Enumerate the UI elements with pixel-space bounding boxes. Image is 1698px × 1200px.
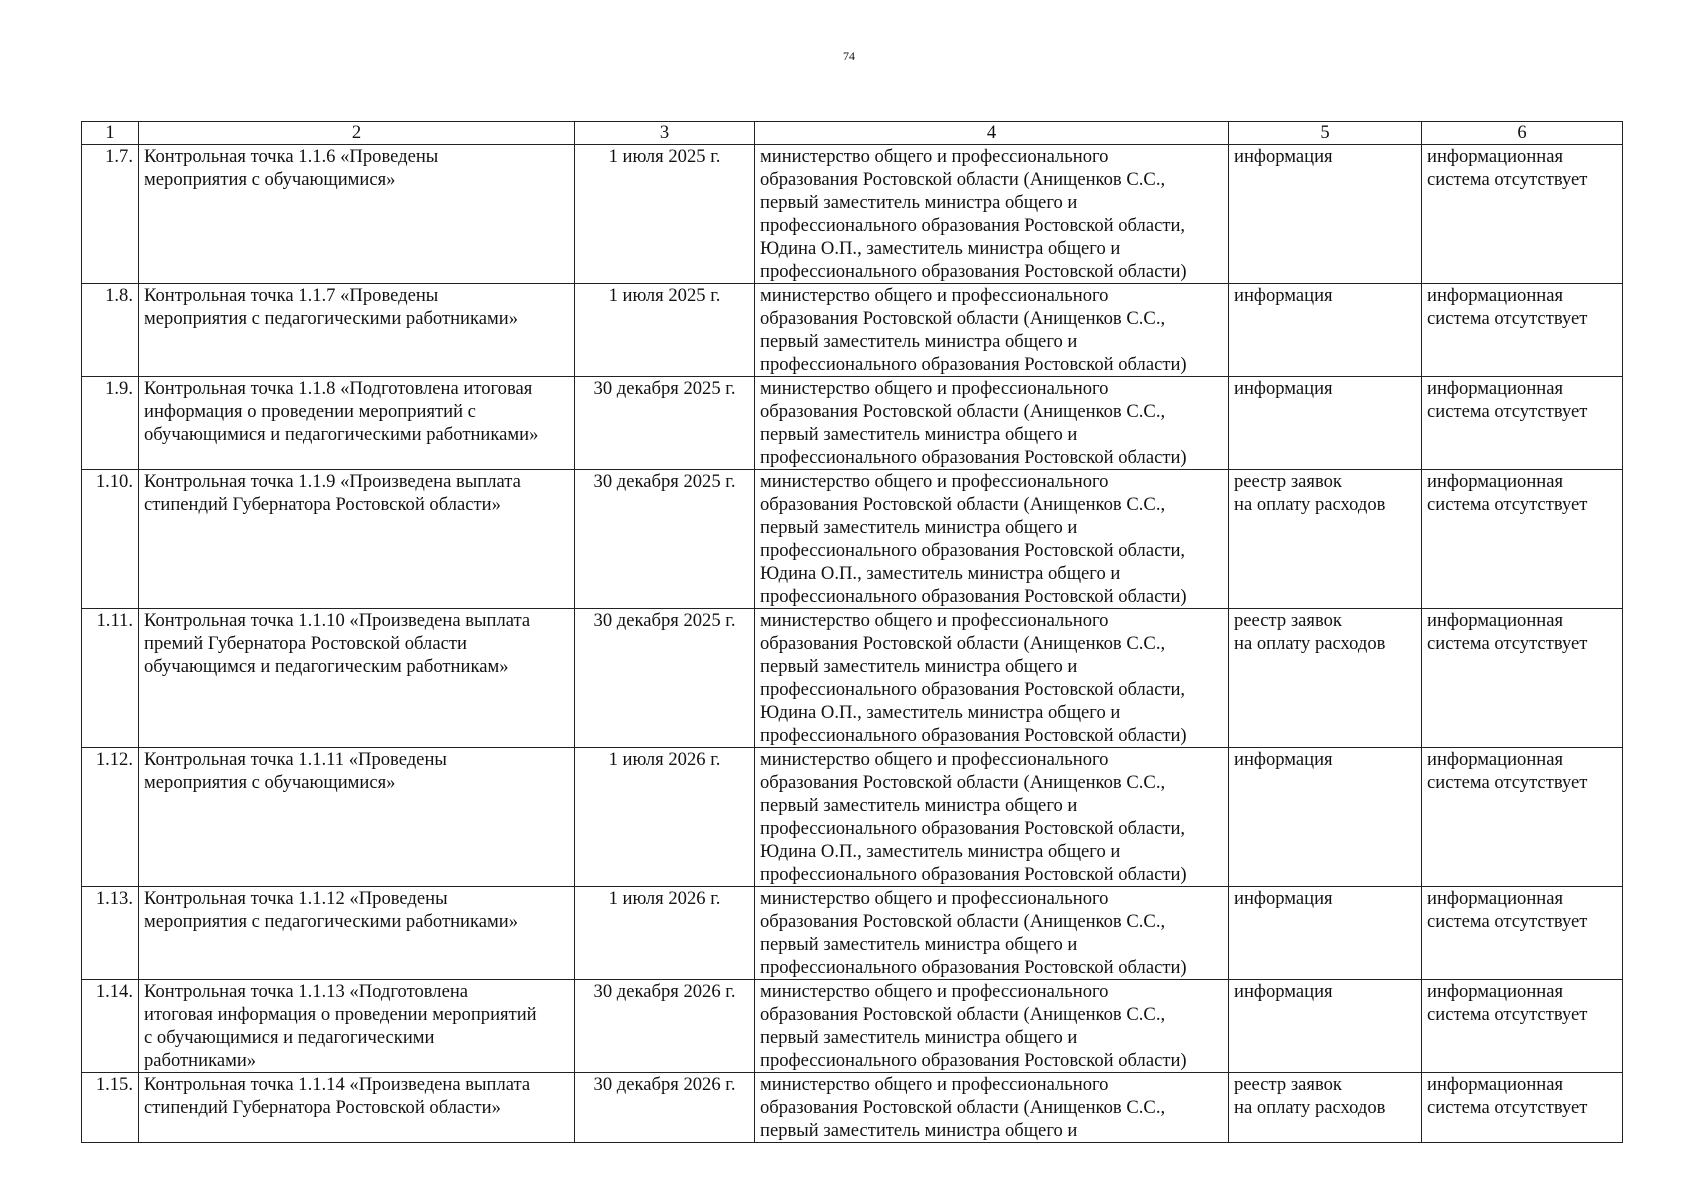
responsible-executor: министерство общего и профессионального образования Ростовской области (Анищенков С.С., первый заместитель министра общего и профессионального образования Ростовской области) bbox=[755, 284, 1229, 377]
responsible-executor: министерство общего и профессионального образования Ростовской области (Анищенков С.С., первый заместитель министра общего и профессионального образования Ростовской области, Юдина О.П., заместитель министра общего и профессионального образования Ростовской области) bbox=[755, 748, 1229, 887]
information-system: информационная система отсутствует bbox=[1422, 609, 1623, 748]
information-system: информационная система отсутствует bbox=[1422, 1073, 1623, 1143]
control-point-name: Контрольная точка 1.1.14 «Произведена выплата стипендий Губернатора Ростовской области» bbox=[139, 1073, 575, 1143]
deadline-date: 30 декабря 2025 г. bbox=[575, 377, 755, 470]
table-row bbox=[82, 470, 1623, 609]
responsible-executor: министерство общего и профессионального образования Ростовской области (Анищенков С.С., первый заместитель министра общего и профессионального образования Ростовской области) bbox=[755, 980, 1229, 1073]
responsible-executor: министерство общего и профессионального образования Ростовской области (Анищенков С.С., первый заместитель министра общего и профессионального образования Ростовской области, Юдина О.П., заместитель министра общего и профессионального образования Ростовской области) bbox=[755, 470, 1229, 609]
table-row bbox=[82, 145, 1623, 284]
control-points-table bbox=[81, 121, 1623, 1143]
responsible-executor: министерство общего и профессионального образования Ростовской области (Анищенков С.С., первый заместитель министра общего и bbox=[755, 1073, 1229, 1143]
control-point-name: Контрольная точка 1.1.11 «Проведены мероприятия с обучающимися» bbox=[139, 748, 575, 887]
confirming-document: информация bbox=[1229, 980, 1422, 1073]
responsible-executor: министерство общего и профессионального образования Ростовской области (Анищенков С.С., первый заместитель министра общего и профессионального образования Ростовской области, Юдина О.П., заместитель министра общего и профессионального образования Ростовской области) bbox=[755, 145, 1229, 284]
deadline-date: 30 декабря 2026 г. bbox=[575, 1073, 755, 1143]
header-row bbox=[82, 122, 1623, 145]
information-system: информационная система отсутствует bbox=[1422, 377, 1623, 470]
confirming-document: информация bbox=[1229, 887, 1422, 980]
control-point-name: Контрольная точка 1.1.9 «Произведена выплата стипендий Губернатора Ростовской области» bbox=[139, 470, 575, 609]
control-point-name: Контрольная точка 1.1.12 «Проведены мероприятия с педагогическими работниками» bbox=[139, 887, 575, 980]
table-row bbox=[82, 887, 1623, 980]
row-number: 1.8. bbox=[82, 284, 139, 377]
table-row bbox=[82, 377, 1623, 470]
deadline-date: 1 июля 2025 г. bbox=[575, 145, 755, 284]
page-number: 74 bbox=[843, 49, 855, 63]
confirming-document: информация bbox=[1229, 748, 1422, 887]
row-number: 1.12. bbox=[82, 748, 139, 887]
table-row bbox=[82, 284, 1623, 377]
table-row bbox=[82, 980, 1623, 1073]
information-system: информационная система отсутствует bbox=[1422, 748, 1623, 887]
confirming-document: информация bbox=[1229, 284, 1422, 377]
deadline-date: 30 декабря 2026 г. bbox=[575, 980, 755, 1073]
deadline-date: 1 июля 2026 г. bbox=[575, 748, 755, 887]
row-number: 1.9. bbox=[82, 377, 139, 470]
information-system: информационная система отсутствует bbox=[1422, 887, 1623, 980]
confirming-document: реестр заявок на оплату расходов bbox=[1229, 470, 1422, 609]
deadline-date: 1 июля 2025 г. bbox=[575, 284, 755, 377]
control-point-name: Контрольная точка 1.1.13 «Подготовлена итоговая информация о проведении мероприятий с обучающимися и педагогическими работниками» bbox=[139, 980, 575, 1073]
control-point-name: Контрольная точка 1.1.8 «Подготовлена итоговая информация о проведении мероприятий с обучающимися и педагогическими работниками» bbox=[139, 377, 575, 470]
header-cell-3: 3 bbox=[575, 122, 755, 145]
deadline-date: 30 декабря 2025 г. bbox=[575, 609, 755, 748]
row-number: 1.13. bbox=[82, 887, 139, 980]
row-number: 1.7. bbox=[82, 145, 139, 284]
row-number: 1.14. bbox=[82, 980, 139, 1073]
confirming-document: реестр заявок на оплату расходов bbox=[1229, 1073, 1422, 1143]
header-cell-5: 5 bbox=[1229, 122, 1422, 145]
information-system: информационная система отсутствует bbox=[1422, 284, 1623, 377]
header-cell-1: 1 bbox=[82, 122, 139, 145]
row-number: 1.10. bbox=[82, 470, 139, 609]
confirming-document: информация bbox=[1229, 377, 1422, 470]
deadline-date: 30 декабря 2025 г. bbox=[575, 470, 755, 609]
information-system: информационная система отсутствует bbox=[1422, 470, 1623, 609]
information-system: информационная система отсутствует bbox=[1422, 980, 1623, 1073]
control-point-name: Контрольная точка 1.1.10 «Произведена выплата премий Губернатора Ростовской области обучающимся и педагогическим работникам» bbox=[139, 609, 575, 748]
information-system: информационная система отсутствует bbox=[1422, 145, 1623, 284]
table-row bbox=[82, 609, 1623, 748]
control-point-name: Контрольная точка 1.1.6 «Проведены мероприятия с обучающимися» bbox=[139, 145, 575, 284]
responsible-executor: министерство общего и профессионального образования Ростовской области (Анищенков С.С., первый заместитель министра общего и профессионального образования Ростовской области) bbox=[755, 377, 1229, 470]
responsible-executor: министерство общего и профессионального образования Ростовской области (Анищенков С.С., первый заместитель министра общего и профессионального образования Ростовской области) bbox=[755, 887, 1229, 980]
confirming-document: информация bbox=[1229, 145, 1422, 284]
control-point-name: Контрольная точка 1.1.7 «Проведены мероприятия с педагогическими работниками» bbox=[139, 284, 575, 377]
table-row bbox=[82, 748, 1623, 887]
responsible-executor: министерство общего и профессионального образования Ростовской области (Анищенков С.С., первый заместитель министра общего и профессионального образования Ростовской области, Юдина О.П., заместитель министра общего и профессионального образования Ростовской области) bbox=[755, 609, 1229, 748]
row-number: 1.11. bbox=[82, 609, 139, 748]
deadline-date: 1 июля 2026 г. bbox=[575, 887, 755, 980]
header-cell-2: 2 bbox=[139, 122, 575, 145]
header-cell-6: 6 bbox=[1422, 122, 1623, 145]
header-cell-4: 4 bbox=[755, 122, 1229, 145]
confirming-document: реестр заявок на оплату расходов bbox=[1229, 609, 1422, 748]
row-number: 1.15. bbox=[82, 1073, 139, 1143]
table-row bbox=[82, 1073, 1623, 1143]
